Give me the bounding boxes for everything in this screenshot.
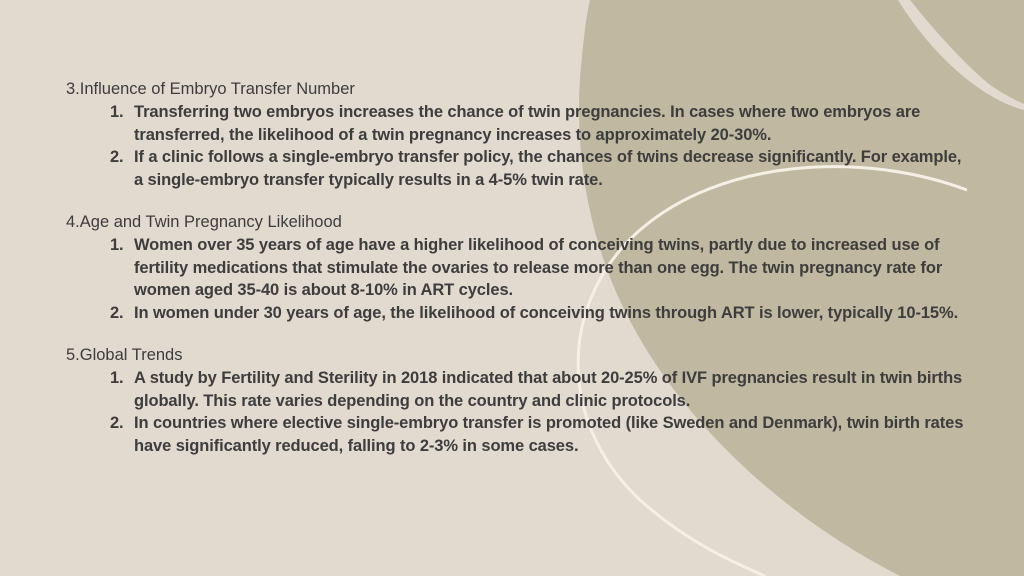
list-item: 1. Transferring two embryos increases the chance of twin pregnancies. In cases where two embryos are transferred, the likelihood of a twin pregnancy increases to approximately 20-30%. — [128, 101, 966, 146]
list-item: 1. Women over 35 years of age have a higher likelihood of conceiving twins, partly due to increased use of fertility medications that stimulate the ovaries to release more than one egg. The twin pregnancy rate for women aged 35-40 is about 8-10% in ART cycles. — [128, 234, 966, 302]
list-item: 1. A study by Fertility and Sterility in 2018 indicated that about 20-25% of IVF pregnancies result in twin births globally. This rate varies depending on the country and clinic protocols. — [128, 367, 966, 412]
numbered-list — [66, 367, 966, 457]
section-title: 4.Age and Twin Pregnancy Likelihood — [66, 213, 342, 231]
numbered-list — [66, 101, 966, 191]
section-age-likelihood — [66, 211, 966, 324]
numbered-list — [66, 234, 966, 324]
list-item: 2. In countries where elective single-embryo transfer is promoted (like Sweden and Denmark), twin birth rates have significantly reduced, falling to 2-3% in some cases. — [128, 412, 966, 457]
section-title: 3.Influence of Embryo Transfer Number — [66, 80, 355, 98]
list-item: 2. In women under 30 years of age, the likelihood of conceiving twins through ART is lower, typically 10-15%. — [128, 302, 966, 325]
list-item: 2. If a clinic follows a single-embryo transfer policy, the chances of twins decrease significantly. For example, a single-embryo transfer typically results in a 4-5% twin rate. — [128, 146, 966, 191]
section-global-trends — [66, 344, 966, 457]
slide-content — [66, 78, 966, 477]
section-title: 5.Global Trends — [66, 346, 183, 364]
section-embryo-transfer — [66, 78, 966, 191]
